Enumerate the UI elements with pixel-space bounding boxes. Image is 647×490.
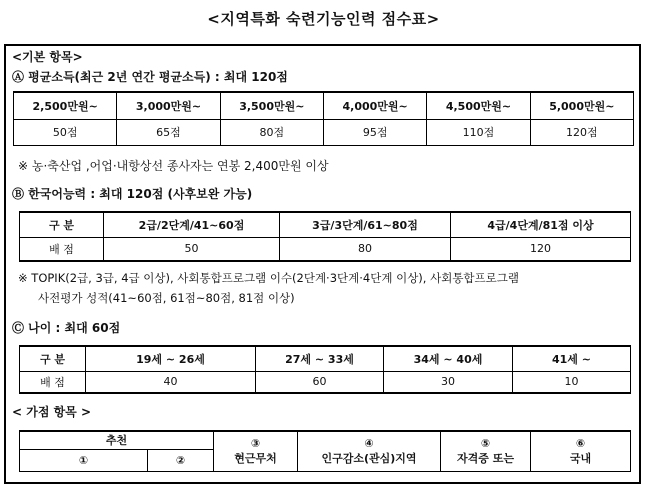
korean-score-1: 50	[104, 237, 280, 261]
korean-header-3: 4급/4단계/81점 이상	[451, 212, 631, 237]
section-b-note-line1: ※ TOPIK(2급, 3급, 4급 이상), 사회통합프로그램 이수(2단계·3단계·4단계 이상), 사회통합프로그램	[18, 271, 519, 285]
income-header-2: 3,000만원~	[117, 92, 220, 119]
bonus-col-5-label: 자격증 또는	[457, 452, 514, 466]
bonus-col-5	[441, 431, 531, 471]
age-header-2: 27세 ~ 33세	[256, 346, 384, 371]
income-score-3: 80점	[220, 119, 323, 145]
income-table	[13, 91, 634, 146]
section-c-heading: Ⓒ 나이 : 최대 60점	[12, 321, 121, 335]
bonus-col-3	[214, 431, 298, 471]
korean-row-header-label: 구 분	[20, 212, 104, 237]
bonus-items-label: < 가점 항목 >	[12, 405, 92, 419]
bonus-col-4-label: 인구감소(관심)지역	[321, 452, 417, 466]
age-score-4: 10	[513, 371, 631, 393]
bonus-col-2: ②	[148, 449, 214, 471]
age-score-3: 30	[384, 371, 513, 393]
age-table	[19, 345, 631, 394]
bonus-col-5-number: ⑤	[480, 437, 491, 451]
basic-items-label: <기본 항목>	[12, 50, 83, 64]
income-score-1: 50점	[14, 119, 117, 145]
age-row-header-label: 구 분	[20, 346, 86, 371]
age-score-2: 60	[256, 371, 384, 393]
income-score-2: 65점	[117, 119, 220, 145]
bonus-col-6-label: 국내	[569, 452, 592, 466]
bonus-col-3-number: ③	[250, 437, 261, 451]
korean-header-1: 2급/2단계/41~60점	[104, 212, 280, 237]
korean-score-2: 80	[280, 237, 451, 261]
korean-header-2: 3급/3단계/61~80점	[280, 212, 451, 237]
age-header-1: 19세 ~ 26세	[86, 346, 256, 371]
bonus-recommend-header: 추천	[20, 431, 214, 449]
income-score-4: 95점	[323, 119, 426, 145]
section-b-heading: Ⓑ 한국어능력 : 최대 120점 (사후보완 가능)	[12, 187, 253, 201]
bonus-table	[19, 430, 631, 472]
section-b-note-line2: 사전평가 성적(41~60점, 61점~80점, 81점 이상)	[38, 291, 295, 305]
income-header-5: 4,500만원~	[427, 92, 530, 119]
age-score-1: 40	[86, 371, 256, 393]
bonus-col-1: ①	[20, 449, 148, 471]
bonus-col-3-label: 현근무처	[234, 452, 277, 466]
income-header-1: 2,500만원~	[14, 92, 117, 119]
bonus-col-6	[531, 431, 631, 471]
income-header-4: 4,000만원~	[323, 92, 426, 119]
korean-table	[19, 211, 631, 262]
korean-score-3: 120	[451, 237, 631, 261]
korean-row-score-label: 배 점	[20, 237, 104, 261]
income-score-5: 110점	[427, 119, 530, 145]
section-a-heading: Ⓐ 평균소득(최근 2년 연간 평균소득) : 최대 120점	[12, 70, 288, 84]
age-header-3: 34세 ~ 40세	[384, 346, 513, 371]
bonus-col-4-number: ④	[364, 437, 374, 451]
income-score-6: 120점	[530, 119, 633, 145]
income-header-3: 3,500만원~	[220, 92, 323, 119]
page-title: <지역특화 숙련기능인력 점수표>	[207, 10, 440, 28]
age-row-score-label: 배 점	[20, 371, 86, 393]
income-header-6: 5,000만원~	[530, 92, 633, 119]
age-header-4: 41세 ~	[513, 346, 631, 371]
bonus-col-6-number: ⑥	[575, 437, 586, 451]
section-a-note: ※ 농·축산업 ,어업·내항상선 종사자는 연봉 2,400만원 이상	[18, 159, 329, 173]
bonus-col-4	[298, 431, 441, 471]
